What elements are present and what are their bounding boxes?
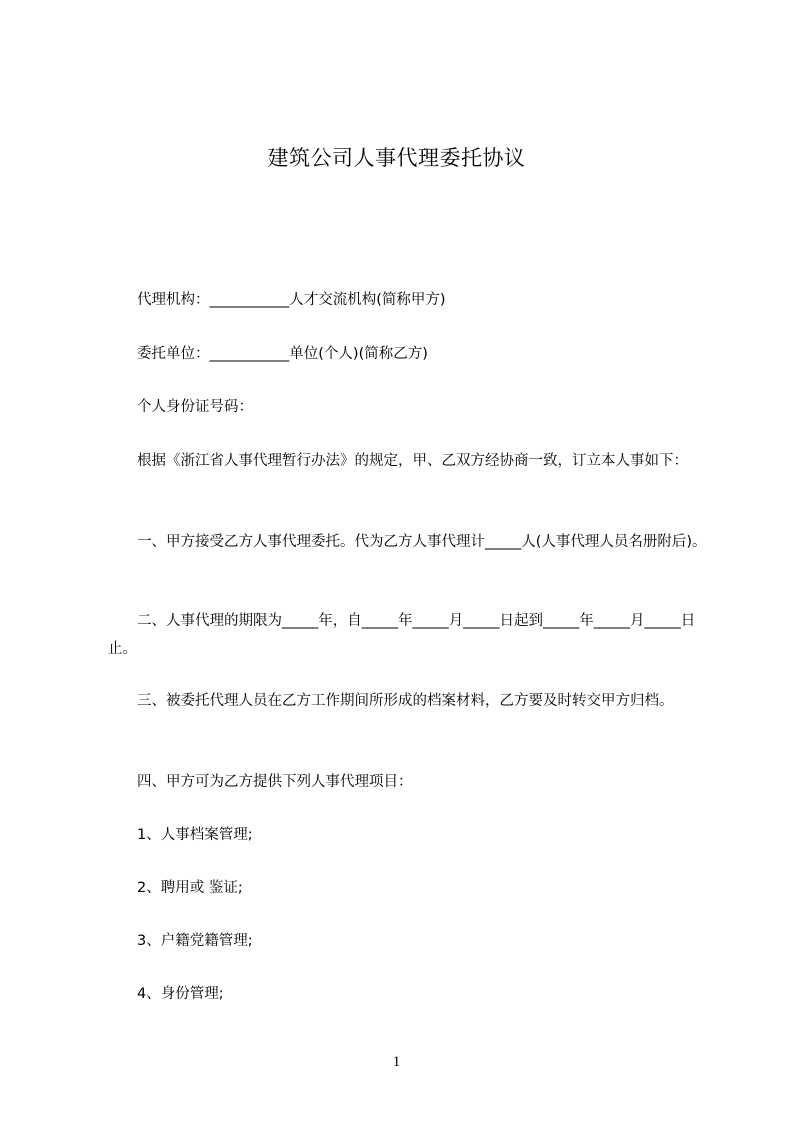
service-item-3: 3、户籍党籍管理; <box>137 933 253 949</box>
service-item-4: 4、身份管理; <box>137 986 224 1002</box>
id-number-line: 个人身份证号码： <box>137 399 253 415</box>
clause-4: 四、甲方可为乙方提供下列人事代理项目： <box>137 774 413 790</box>
client-line: 委托单位：___________单位(个人)(简称乙方) <box>137 346 428 362</box>
page-number: 1 <box>392 1054 401 1070</box>
preamble-paragraph: 根据《浙江省人事代理暂行办法》的规定，甲、乙双方经协商一致，订立本人事如下： <box>137 453 688 469</box>
clause-2: 二、人事代理的期限为_____年，自_____年_____月_____日起到_____年_____月_____日止。 <box>108 613 696 657</box>
agency-line: 代理机构：___________人才交流机构(简称甲方) <box>137 292 446 308</box>
service-item-2: 2、聘用或 鉴证; <box>137 880 243 896</box>
document-title: 建筑公司人事代理委托协议 <box>267 146 526 170</box>
service-item-1: 1、人事档案管理; <box>137 827 253 843</box>
clause-3: 三、被委托代理人员在乙方工作期间所形成的档案材料，乙方要及时转交甲方归档。 <box>137 693 674 709</box>
clause-1: 一、甲方接受乙方人事代理委托。代为乙方人事代理计_____人(人事代理人员名册附后)。 <box>137 534 707 550</box>
